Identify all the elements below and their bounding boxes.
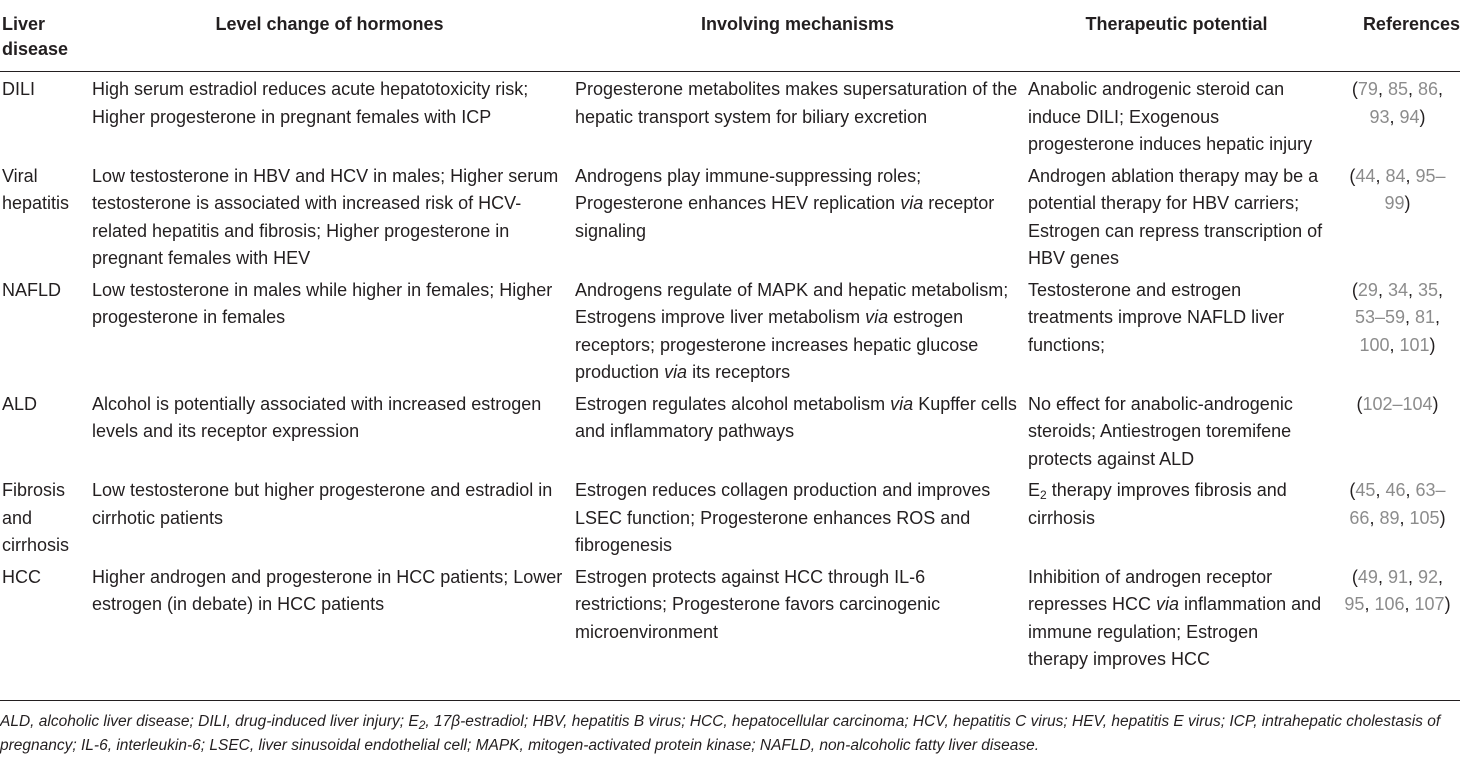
reference-link[interactable]: 35 bbox=[1418, 279, 1439, 300]
reference-link[interactable]: 34 bbox=[1387, 279, 1408, 300]
reference-link[interactable]: 63–66 bbox=[1349, 480, 1446, 528]
header-references: References bbox=[1329, 0, 1460, 72]
table-row bbox=[0, 387, 1460, 474]
reference-link[interactable]: 100 bbox=[1359, 334, 1390, 355]
cell-hormones: High serum estradiol reduces acute hepatotoxicity risk; Higher progesterone in pregnant females with ICP bbox=[92, 79, 529, 127]
cell-therapeutic: $E_2$ therapy improves fibrosis and cirrhosis bbox=[1028, 480, 1287, 528]
reference-link[interactable]: 105 bbox=[1409, 507, 1440, 528]
cell-references: (49, 91, 92, 95, 106, 107) bbox=[1344, 566, 1451, 614]
reference-link[interactable]: 89 bbox=[1379, 507, 1400, 528]
reference-link[interactable]: 86 bbox=[1418, 79, 1439, 99]
cell-disease: DILI bbox=[2, 79, 36, 99]
cell-hormones: Alcohol is potentially associated with increased estrogen levels and its receptor expression bbox=[92, 393, 542, 441]
reference-link[interactable]: 79 bbox=[1357, 79, 1378, 99]
reference-link[interactable]: 44 bbox=[1355, 165, 1376, 186]
reference-link[interactable]: 101 bbox=[1399, 334, 1430, 355]
reference-link[interactable]: 46 bbox=[1385, 480, 1406, 500]
reference-link[interactable]: 85 bbox=[1387, 79, 1408, 99]
cell-mechanisms: Estrogen protects against HCC through IL-6 restrictions; Progesterone favors carcinogenic microenvironment bbox=[575, 566, 941, 642]
cell-disease: NAFLD bbox=[2, 279, 62, 300]
cell-hormones: Low testosterone in HBV and HCV in males; Higher serum testosterone is associated with increased risk of HCV-related hepatitis and fibrosis; Higher progesterone in pregnant females with HEV bbox=[92, 165, 559, 268]
cell-therapeutic: Inhibition of androgen receptor represses HCC via inflammation and immune regulation; Estrogen therapy improves HCC bbox=[1028, 566, 1322, 669]
header-therapeutic: Therapeutic potential bbox=[1024, 0, 1329, 72]
cell-references: (45, 46, 63–66, 89, 105) bbox=[1349, 480, 1446, 528]
header-mechanisms: Involving mechanisms bbox=[571, 0, 1024, 72]
cell-mechanisms: Androgens regulate of MAPK and hepatic metabolism; Estrogens improve liver metabolism via estrogen receptors; progesterone increases hepatic glucose production via its receptors bbox=[575, 279, 1009, 382]
reference-link[interactable]: 102–104 bbox=[1362, 393, 1433, 414]
table-footnote: ALD, alcoholic liver disease; DILI, drug-induced liver injury; $E_2$, 17β-estradiol; HBV, hepatitis B virus; HCC, hepatocellular carcinoma; HCV, hepatitis C virus; HEV, hepatitis E virus; ICP, intrahepatic cholestasis of pregnancy; IL-6, interleukin-6; LSEC, liver sinusoidal endothelial cell; MAPK, mitogen-activated protein kinase; NAFLD, non-alcoholic fatty liver disease. bbox=[0, 713, 1441, 754]
table-header bbox=[0, 0, 1460, 72]
cell-mechanisms: Estrogen reduces collagen production and improves LSEC function; Progesterone enhances ROS and fibrogenesis bbox=[575, 480, 991, 555]
cell-disease: Viral hepatitis bbox=[2, 165, 70, 213]
reference-link[interactable]: 106 bbox=[1374, 594, 1405, 614]
reference-link[interactable]: 45 bbox=[1355, 480, 1376, 500]
table-row bbox=[0, 159, 1460, 273]
table-row bbox=[0, 560, 1460, 674]
cell-references: (44, 84, 95–99) bbox=[1349, 165, 1446, 213]
cell-references: (29, 34, 35, 53–59, 81, 100, 101) bbox=[1351, 279, 1444, 355]
cell-mechanisms: Androgens play immune-suppressing roles; Progesterone enhances HEV replication via receptor signaling bbox=[575, 165, 995, 241]
header-row bbox=[0, 0, 1460, 72]
reference-link[interactable]: 95–99 bbox=[1384, 165, 1446, 213]
reference-link[interactable]: 94 bbox=[1399, 106, 1420, 127]
cell-references: (102–104) bbox=[1356, 393, 1439, 414]
table-body bbox=[0, 72, 1460, 674]
cell-mechanisms: Estrogen regulates alcohol metabolism via Kupffer cells and inflammatory pathways bbox=[575, 393, 1017, 441]
reference-link[interactable]: 29 bbox=[1357, 279, 1378, 300]
cell-therapeutic: Androgen ablation therapy may be a potential therapy for HBV carriers; Estrogen can repress transcription of HBV genes bbox=[1028, 165, 1323, 268]
cell-disease: ALD bbox=[2, 393, 38, 414]
reference-link[interactable]: 53–59 bbox=[1354, 307, 1405, 327]
cell-references: (79, 85, 86, 93, 94) bbox=[1351, 79, 1444, 127]
cell-therapeutic: Testosterone and estrogen treatments improve NAFLD liver functions; bbox=[1028, 279, 1285, 355]
table-row bbox=[0, 473, 1460, 560]
cell-disease: HCC bbox=[2, 566, 41, 587]
reference-link[interactable]: 84 bbox=[1385, 165, 1406, 186]
reference-link[interactable]: 107 bbox=[1414, 594, 1445, 614]
cell-hormones: Higher androgen and progesterone in HCC patients; Lower estrogen (in debate) in HCC patients bbox=[92, 566, 563, 614]
header-liver-disease: Liver disease bbox=[0, 0, 88, 72]
header-level-change: Level change of hormones bbox=[88, 0, 571, 72]
cell-mechanisms: Progesterone metabolites makes supersaturation of the hepatic transport system for biliary excretion bbox=[575, 79, 1018, 127]
table-row bbox=[0, 273, 1460, 387]
reference-link[interactable]: 95 bbox=[1344, 594, 1365, 614]
reference-link[interactable]: 93 bbox=[1369, 106, 1390, 127]
reference-link[interactable]: 91 bbox=[1387, 566, 1408, 587]
table-row bbox=[0, 72, 1460, 159]
cell-therapeutic: Anabolic androgenic steroid can induce DILI; Exogenous progesterone induces hepatic injury bbox=[1028, 79, 1313, 154]
cell-hormones: Low testosterone in males while higher in females; Higher progesterone in females bbox=[92, 279, 553, 327]
reference-link[interactable]: 49 bbox=[1357, 566, 1378, 587]
reference-link[interactable]: 92 bbox=[1418, 566, 1439, 587]
cell-disease: Fibrosis and cirrhosis bbox=[2, 480, 70, 555]
reference-link[interactable]: 81 bbox=[1415, 307, 1436, 327]
cell-therapeutic: No effect for anabolic-androgenic steroids; Antiestrogen toremifene protects against ALD bbox=[1028, 393, 1293, 469]
cell-hormones: Low testosterone but higher progesterone and estradiol in cirrhotic patients bbox=[92, 480, 553, 528]
table-bottom-rule bbox=[0, 700, 1460, 701]
